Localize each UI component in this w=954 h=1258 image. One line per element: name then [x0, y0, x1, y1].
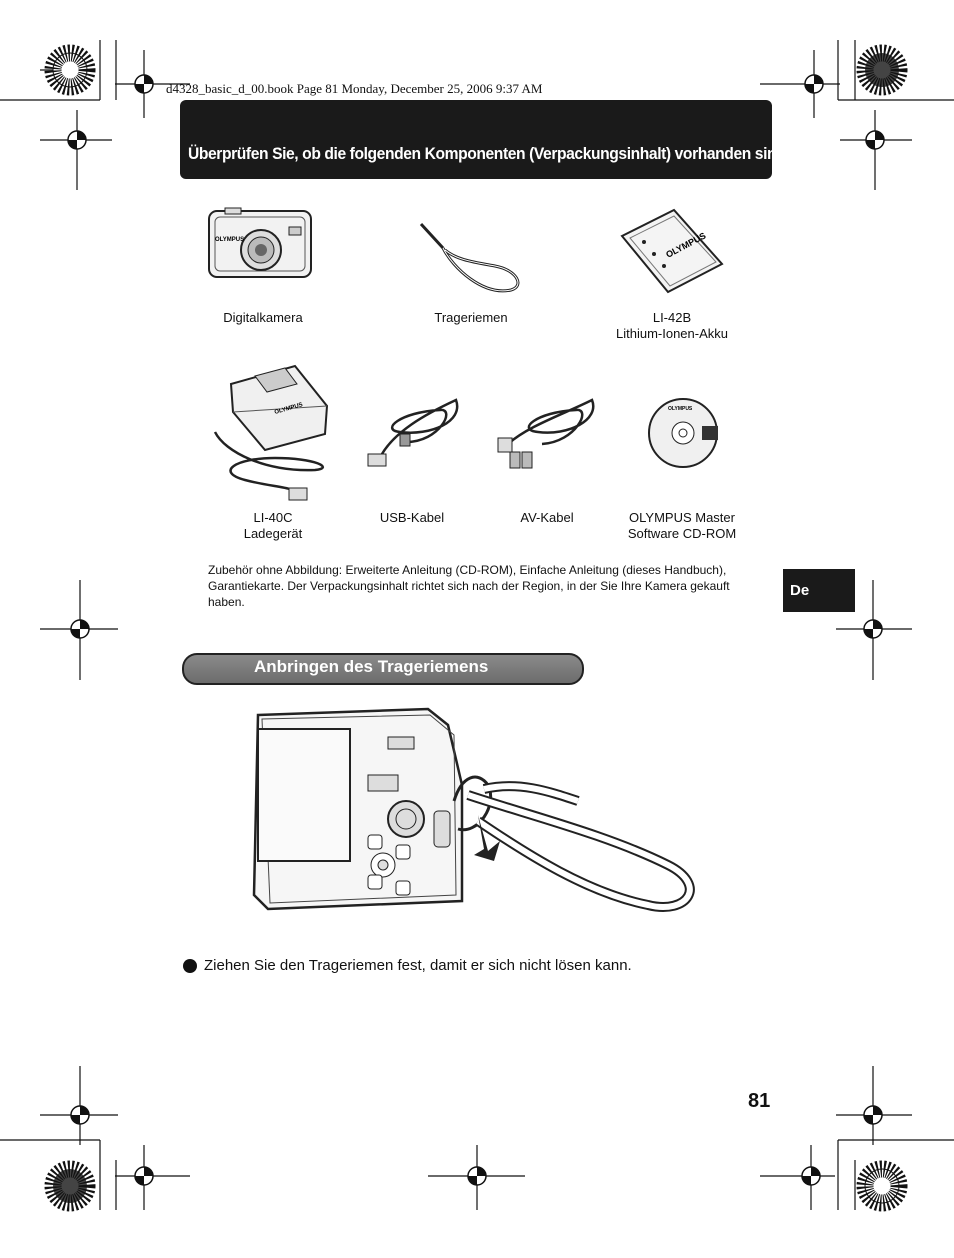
item-caption: [213, 510, 333, 542]
page-title: Überprüfen Sie, ob die folgenden Komponenten (Verpackungsinhalt) vorhanden sind: [188, 144, 786, 163]
cd-rom-icon: [646, 396, 720, 470]
item-detail: Lithium-Ionen-Akku: [616, 326, 728, 341]
item-detail: Software CD-ROM: [627, 526, 737, 541]
charger-logo-text: OLYMPUS: [273, 402, 304, 416]
battery-logo-text: OLYMPUS: [664, 230, 708, 260]
language-tab-label: De: [790, 582, 810, 599]
av-cable-icon: [492, 392, 602, 474]
item-name: LI-40C: [253, 510, 293, 525]
camera-icon: [205, 205, 317, 283]
usb-cable-icon: [360, 392, 465, 472]
item-caption: [602, 510, 762, 542]
item-name: USB-Kabel: [379, 510, 445, 525]
page-number: 81: [748, 1090, 771, 1112]
battery-icon: [616, 206, 728, 296]
instruction-text: Ziehen Sie den Trageriemen fest, damit er sich nicht lösen kann.: [204, 957, 632, 974]
charger-icon: [205, 362, 335, 508]
item-name: AV-Kabel: [520, 510, 574, 525]
item-name: Trageriemen: [434, 310, 508, 325]
strap-attachment-illustration: [248, 705, 703, 915]
item-name: Digitalkamera: [223, 310, 303, 325]
bullet-icon: [183, 959, 197, 973]
item-caption: [592, 310, 752, 342]
item-caption: [203, 310, 323, 326]
book-file-line: d4328_basic_d_00.book Page 81 Monday, December 25, 2006 9:37 AM: [166, 81, 543, 96]
item-name: LI-42B: [652, 310, 692, 325]
item-caption: [487, 510, 607, 526]
accessories-note: Zubehör ohne Abbildung: Erweiterte Anleitung (CD-ROM), Einfache Anleitung (dieses Handbuch), Garantiekarte. Der Verpackungsinhalt richtet sich nach der Region, in der Sie Ihre Kamera gekauft haben.: [208, 563, 730, 609]
cd-logo-text: OLYMPUS: [668, 406, 693, 412]
item-caption: [352, 510, 472, 526]
item-detail: Ladegerät: [243, 526, 303, 541]
camera-logo-text: OLYMPUS: [215, 237, 245, 243]
item-caption: [411, 310, 531, 326]
title-banner: [180, 100, 786, 179]
item-name: OLYMPUS Master: [629, 510, 735, 525]
strap-icon: [413, 218, 523, 298]
section-title: Anbringen des Trageriemens: [254, 657, 489, 676]
